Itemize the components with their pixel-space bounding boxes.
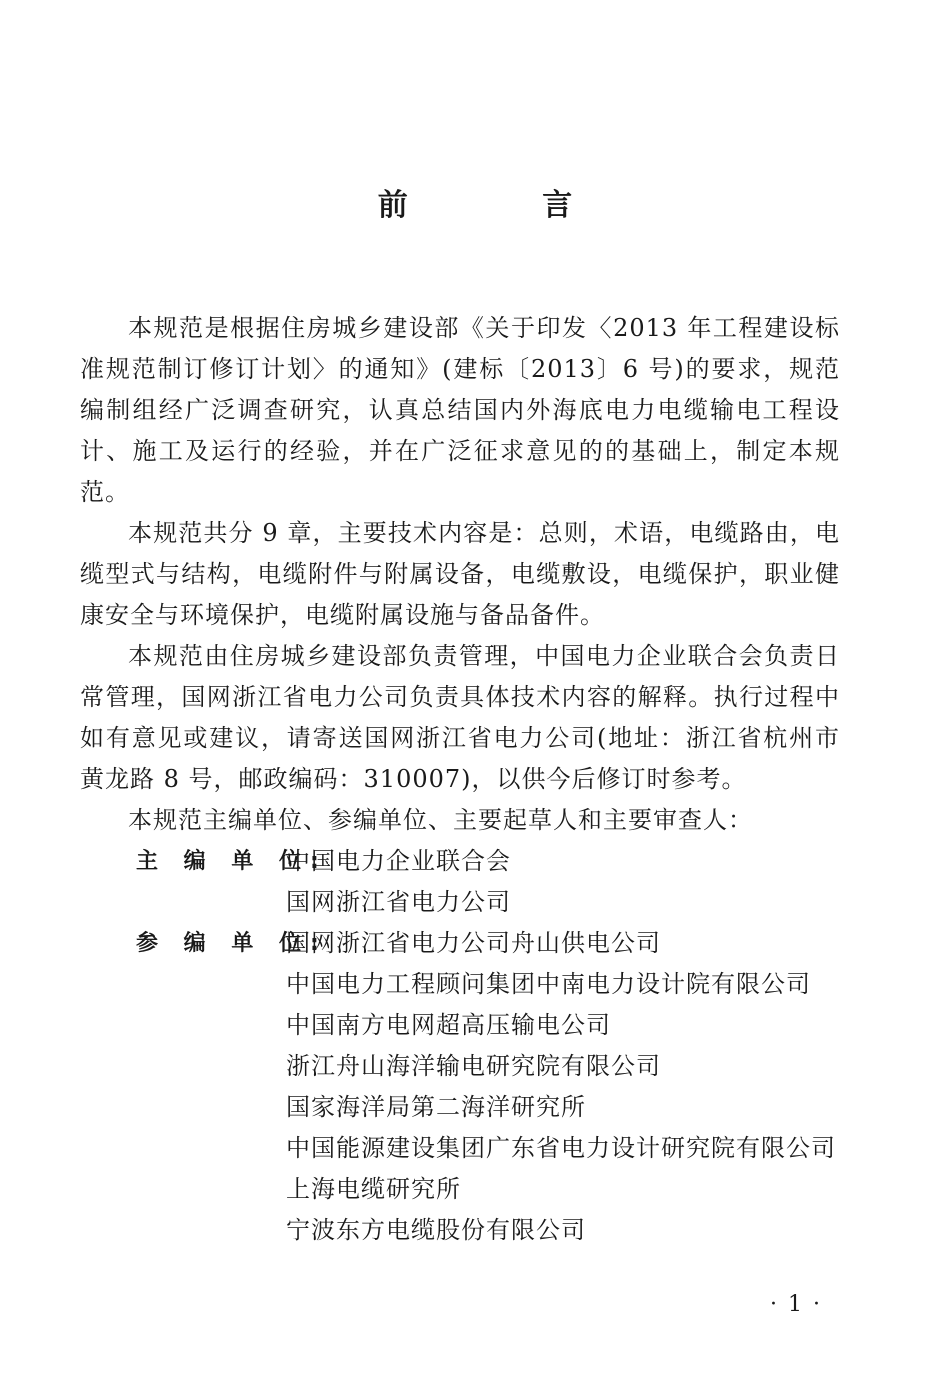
paragraph-2: 本规范共分 9 章，主要技术内容是：总则，术语，电缆路由，电缆型式与结构，电缆附件与附属设备，电缆敷设，电缆保护，职业健康安全与环境保护，电缆附属设施与备品备件。 xyxy=(80,519,840,629)
participating-unit-item: 中国能源建设集团广东省电力设计研究院有限公司 xyxy=(286,1134,836,1162)
preface-body xyxy=(80,308,840,1251)
chief-unit-item: 国网浙江省电力公司 xyxy=(286,888,511,916)
participating-unit-item: 国家海洋局第二海洋研究所 xyxy=(286,1093,586,1121)
chief-units-label: 主 编 单 位: xyxy=(136,849,328,874)
paragraph-3: 本规范由住房城乡建设部负责管理，中国电力企业联合会负责日常管理，国网浙江省电力公司负责具体技术内容的解释。执行过程中如有意见或建议，请寄送国网浙江省电力公司(地址：浙江省杭州市黄龙路 8 号，邮政编码：310007)，以供今后修订时参考。 xyxy=(80,642,840,793)
participating-unit-item: 上海电缆研究所 xyxy=(286,1175,461,1203)
chief-unit-item: 中国电力企业联合会 xyxy=(286,847,511,875)
paragraph-1: 本规范是根据住房城乡建设部《关于印发〈2013 年工程建设标准规范制订修订计划〉的通知》(建标〔2013〕6 号)的要求，规范编制组经广泛调查研究，认真总结国内外海底电力电缆输电工程设计、施工及运行的经验，并在广泛征求意见的的基础上，制定本规范。 xyxy=(80,314,840,506)
participating-unit-item: 国网浙江省电力公司舟山供电公司 xyxy=(286,929,661,957)
units-section xyxy=(80,841,840,1251)
participating-unit-item: 中国电力工程顾问集团中南电力设计院有限公司 xyxy=(286,970,811,998)
chief-units-list xyxy=(286,841,840,923)
participating-units-list xyxy=(286,923,840,1251)
chief-units-group xyxy=(80,841,840,923)
paragraph-4: 本规范主编单位、参编单位、主要起草人和主要审查人： xyxy=(128,806,753,834)
page-title: 前 言 xyxy=(377,188,635,223)
participating-units-label: 参 编 单 位: xyxy=(136,931,328,956)
page-number: · 1 · xyxy=(770,1292,822,1317)
participating-unit-item: 宁波东方电缆股份有限公司 xyxy=(286,1216,586,1244)
participating-units-group xyxy=(80,923,840,1251)
participating-unit-item: 浙江舟山海洋输电研究院有限公司 xyxy=(286,1052,661,1080)
participating-unit-item: 中国南方电网超高压输电公司 xyxy=(286,1011,611,1039)
